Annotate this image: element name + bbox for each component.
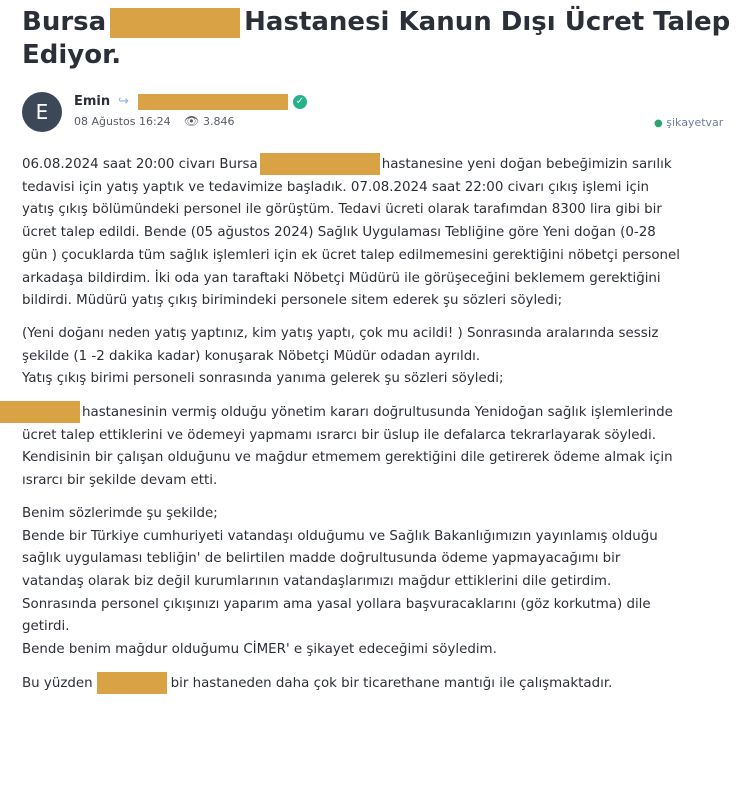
text-segment: 06.08.2024 saat 20:00 civarı Bursa [22, 157, 258, 172]
text-segment: Bu yüzden [22, 675, 93, 691]
text-line: vatandaş olarak biz değil kurumlarının vatandaşlarımızı mağdur ettiklerini dile getirdim. [22, 573, 612, 589]
post-date: 08 Ağustos 16:24 [74, 115, 171, 128]
redacted-hospital-name [97, 672, 167, 694]
redacted-hospital-name [260, 153, 380, 175]
complaint-title [22, 6, 732, 72]
text-line: ısrarcı bir şekilde devam etti. [22, 473, 218, 489]
title-text-start: Bursa [22, 7, 107, 37]
text-line: Benim sözlerimde şu şekilde; [22, 505, 218, 521]
share-arrow-icon: ↪ [118, 94, 129, 109]
brand-logo[interactable] [654, 116, 723, 129]
text-line: Kendisinin bir çalışan olduğunu ve mağdur etmemem gerektiğini dile getirerek ödeme almak için [22, 450, 673, 466]
redacted-hospital-name [110, 8, 240, 38]
text-line: sağlık uygulaması tebliğin' de belirtilen madde doğrultusunda ödeme yapmayacağımı bir [22, 551, 621, 567]
verified-check-icon: ✓ [293, 95, 307, 109]
text-line: getirdi. [22, 619, 70, 635]
eye-icon: 👁 [184, 114, 200, 128]
author-bar [22, 92, 732, 136]
avatar[interactable]: E [22, 92, 62, 132]
redacted-hospital-name [0, 401, 80, 423]
text-line [22, 153, 734, 177]
text-line: arkadaşa bildirdim. İki oda yan taraftaki Nöbetçi Müdürü ile görüşeceğini beklemem gerektiğini [22, 270, 661, 286]
text-line: ücret talep ettiklerini ve ödemeyi yapmamı ısrarcı bir üslup ile defalarca tekrarlayarak söyledi. [22, 427, 656, 443]
text-segment: hastanesine yeni doğan bebeğimizin sarılık [381, 157, 672, 172]
text-line: Sonrasında personel çıkışınızı yaparım ama yasal yollara başvuracaklarını (göz korkutma) dile [22, 596, 651, 612]
text-line [22, 401, 734, 425]
title-text-end: Hastanesi Kanun Dışı Ücret Talep [244, 7, 731, 37]
paragraph-5 [22, 672, 734, 696]
text-segment: bir hastaneden daha çok bir ticarethane mantığı ile çalışmaktadır. [170, 675, 613, 691]
text-line: bildirdi. Müdürü yatış çıkış birimindeki personele sitem ederek şu sözleri söyledi; [22, 293, 563, 309]
text-segment: hastanesinin vermiş olduğu yönetim kararı doğrultusunda Yenidoğan sağlık işlemlerinde [82, 405, 673, 421]
title-line-2: Ediyor. [22, 40, 122, 70]
brand-mark-icon: ● [654, 118, 663, 129]
text-line: Bende benim mağdur olduğumu CİMER' e şikayet edeceğimi söyledim. [22, 642, 497, 658]
redacted-company-name [138, 94, 288, 110]
paragraph-4 [22, 503, 734, 662]
complaint-body [22, 153, 734, 705]
title-line-1 [22, 6, 732, 39]
view-count: 3.846 [203, 115, 235, 128]
brand-name: şikayetvar [666, 116, 724, 129]
author-name[interactable]: Emin [74, 94, 111, 109]
text-line: şekilde (1 -2 dakika kadar) konuşarak Nöbetçi Müdür odadan ayrıldı. [22, 348, 481, 364]
text-line: yatış çıkış bölümündeki personel ile görüştüm. Tedavi ücreti olarak tarafımdan 8300 lira gibi bir [22, 202, 662, 218]
text-line: ücret talep edildi. Bende (05 ağustos 2024) Sağlık Uygulaması Tebliğine göre Yeni doğan (0-28 [22, 225, 656, 241]
text-line: (Yeni doğanı neden yatış yaptınız, kim yatış yaptı, çok mu acildi! ) Sonrasında aralarında sessiz [22, 325, 659, 341]
text-line: gün ) çocuklarda tüm sağlık işlemleri için ek ücret talep edilmemesini gerektiğini nöbetçi personel [22, 247, 680, 263]
text-line: Yatış çıkış birimi personeli sonrasında yanıma gelerek şu sözleri söyledi; [22, 371, 504, 387]
text-line: Bende bir Türkiye cumhuriyeti vatandaşı olduğumu ve Sağlık Bakanlığımızın yayınlamış olduğu [22, 528, 658, 544]
paragraph-3 [22, 401, 734, 493]
text-line [22, 672, 734, 696]
text-line: tedavisi için yatış yaptık ve tedavimize başladık. 07.08.2024 saat 22:00 civarı çıkış işlemi için [22, 179, 650, 195]
paragraph-2 [22, 323, 734, 391]
paragraph-1 [22, 153, 734, 313]
